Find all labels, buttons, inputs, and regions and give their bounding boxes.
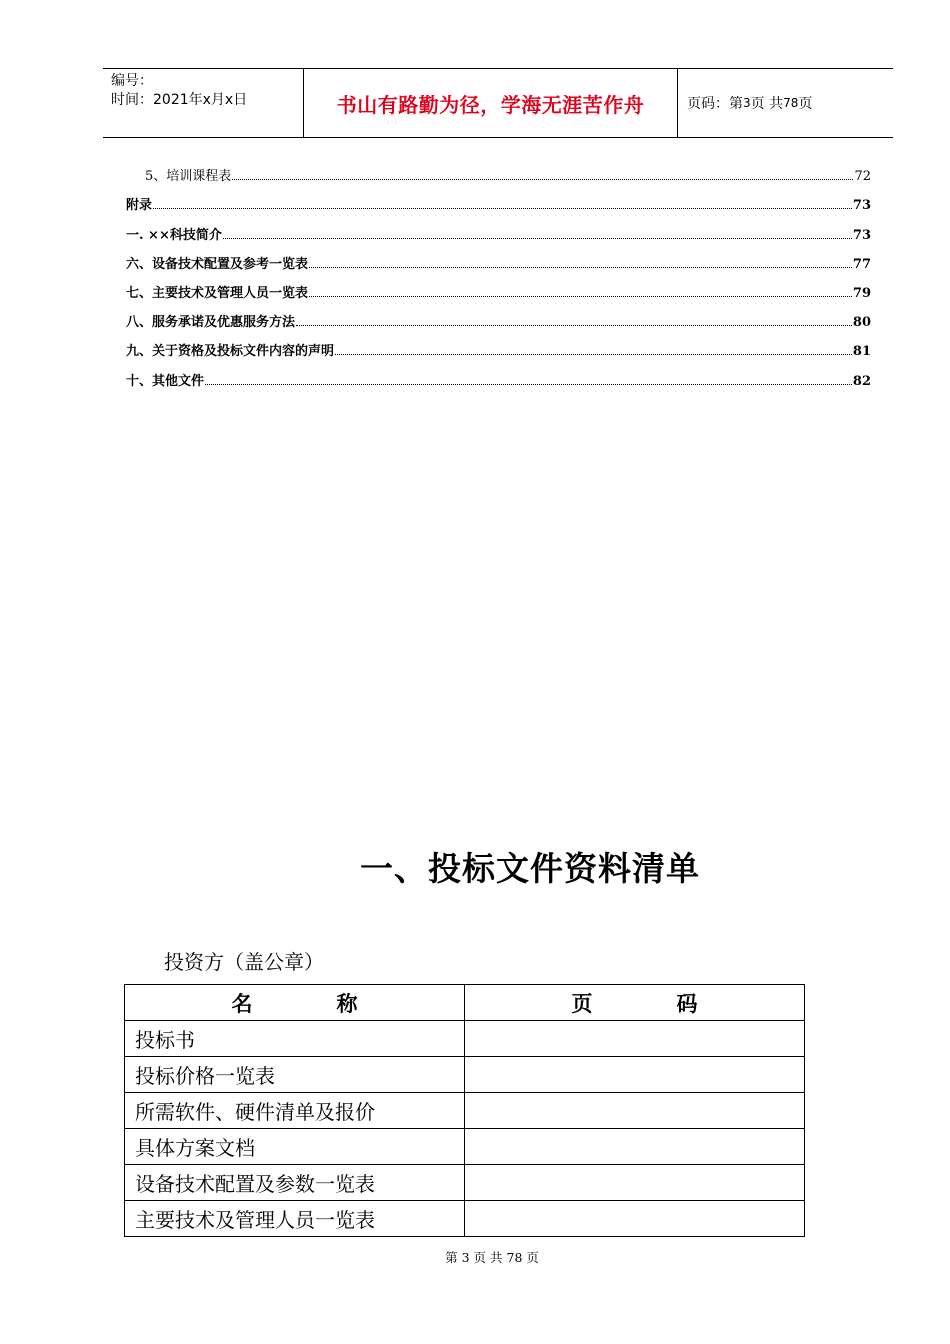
toc-entry[interactable] (126, 213, 871, 242)
toc-entry-page: 77 (852, 256, 871, 272)
toc-entry[interactable] (126, 272, 871, 301)
page-suffix: 页 (798, 96, 813, 112)
code-label: 编号： (111, 73, 153, 89)
toc-entry[interactable] (126, 155, 871, 184)
toc-entry-title: 七、主要技术及管理人员一览表 (126, 285, 309, 301)
page-footer (0, 1248, 950, 1266)
toc-leader-dots (153, 207, 852, 209)
page-mid: 页 共 (750, 96, 784, 112)
table-row (125, 1093, 805, 1129)
footer-mid: 页 共 (473, 1250, 503, 1265)
footer-total: 78 (506, 1250, 523, 1265)
toc-entry-title: 六、设备技术配置及参考一览表 (126, 256, 309, 272)
toc-entry-page: 72 (854, 169, 871, 185)
toc-entry[interactable] (126, 359, 871, 388)
toc-leader-dots (309, 266, 852, 268)
row-page-cell (465, 1201, 805, 1237)
toc-entry-page: 73 (852, 227, 871, 243)
page-total: 78 (783, 96, 799, 110)
toc-entry-title: 九、关于资格及投标文件内容的声明 (126, 344, 335, 360)
toc-leader-dots (205, 383, 852, 385)
table-row (125, 1165, 805, 1201)
toc-entry-page: 80 (852, 315, 871, 331)
toc-entry-title: 十、其他文件 (126, 373, 205, 389)
toc-entry-title: 八、服务承诺及优惠服务方法 (126, 315, 296, 331)
page-current: 3 (743, 96, 751, 110)
page-header (103, 68, 893, 138)
row-name-cell: 所需软件、硬件清单及报价 (125, 1093, 465, 1129)
column-header-name: 名 称 (125, 985, 465, 1021)
table-row (125, 1057, 805, 1093)
row-page-cell (465, 1057, 805, 1093)
table-of-contents (126, 155, 871, 389)
toc-entry[interactable] (126, 184, 871, 213)
toc-entry[interactable] (126, 243, 871, 272)
toc-leader-dots (223, 237, 852, 239)
row-page-cell (465, 1093, 805, 1129)
row-name-cell: 设备技术配置及参数一览表 (125, 1165, 465, 1201)
investor-label: 投资方（盖公章） (164, 950, 324, 974)
row-name-cell: 具体方案文档 (125, 1129, 465, 1165)
table-row (125, 1201, 805, 1237)
row-page-cell (465, 1165, 805, 1201)
toc-leader-dots (232, 178, 853, 180)
toc-entry-title: 一. ××科技简介 (126, 227, 222, 243)
header-motto: 书山有路勤为径，学海无涯苦作舟 (304, 69, 678, 137)
page-prefix: 页码：第 (687, 96, 743, 112)
toc-entry-page: 79 (852, 285, 871, 301)
table-row (125, 1129, 805, 1165)
header-page-info (678, 69, 893, 137)
toc-entry-title: 附录 (126, 198, 153, 214)
toc-entry-page: 82 (852, 373, 871, 389)
footer-current: 3 (461, 1250, 470, 1265)
toc-leader-dots (309, 295, 852, 297)
row-name-cell: 投标书 (125, 1021, 465, 1057)
header-meta (103, 69, 304, 137)
toc-entry[interactable] (126, 330, 871, 359)
row-page-cell (465, 1021, 805, 1057)
footer-suffix: 页 (526, 1250, 539, 1265)
toc-entry-page: 81 (852, 344, 871, 360)
section-title: 一、投标文件资料清单 (360, 849, 700, 888)
table-header-row (125, 985, 805, 1021)
toc-leader-dots (335, 353, 852, 355)
toc-leader-dots (296, 324, 852, 326)
row-name-cell: 主要技术及管理人员一览表 (125, 1201, 465, 1237)
time-label: 时间：2021年x月x日 (111, 92, 248, 108)
row-name-cell: 投标价格一览表 (125, 1057, 465, 1093)
table-row (125, 1021, 805, 1057)
column-header-page: 页 码 (465, 985, 805, 1021)
toc-entry-page: 73 (852, 198, 871, 214)
document-list-table (124, 984, 805, 1237)
toc-entry-title: 5、培训课程表 (145, 169, 232, 185)
footer-prefix: 第 (445, 1250, 458, 1265)
row-page-cell (465, 1129, 805, 1165)
toc-entry[interactable] (126, 301, 871, 330)
